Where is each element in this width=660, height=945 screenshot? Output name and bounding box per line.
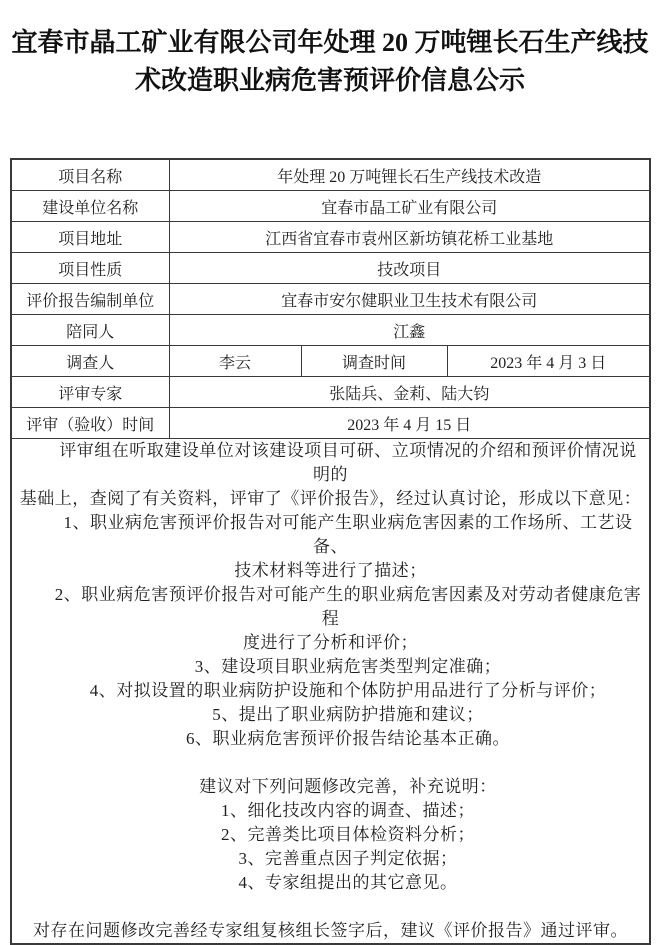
field-value: 技改项目 — [169, 253, 650, 284]
opinion-line: 3、建设项目职业病危害类型判定准确； — [159, 657, 502, 676]
opinion-line: 1、职业病危害预评价报告对可能产生职业病危害因素的工作场所、工艺设备、 — [28, 513, 633, 556]
table-row — [11, 159, 650, 191]
opinion-line: 技术材料等进行了描述； — [234, 561, 427, 580]
opinion-row — [11, 439, 650, 945]
field-value: 年处理 20 万吨锂长石生产线技术改造 — [169, 159, 650, 191]
field-value: 江鑫 — [169, 315, 650, 346]
opinion-line: 1、细化技改内容的调查、描述； — [186, 801, 475, 820]
info-table-body — [11, 159, 650, 439]
field-label: 项目名称 — [11, 159, 169, 191]
table-row — [11, 315, 650, 346]
field-label: 项目地址 — [11, 222, 169, 253]
table-row — [11, 346, 650, 377]
opinion-line — [16, 751, 645, 775]
opinion-line: 对存在问题修改完善经专家组复核组长签字后，建议《评价报告》通过评审。 — [33, 921, 628, 940]
opinion-line: 4、专家组提出的其它意见。 — [203, 873, 458, 892]
field-label: 调查人 — [11, 346, 169, 377]
opinion-line: 2、完善类比项目体检资料分析； — [186, 825, 475, 844]
field-label: 项目性质 — [11, 253, 169, 284]
page-title-line2: 术改造职业病危害预评价信息公示 — [134, 66, 525, 95]
opinion-line: 度进行了分析和评价； — [243, 633, 418, 652]
field-label: 建设单位名称 — [11, 191, 169, 222]
table-row — [11, 408, 650, 439]
field-label: 评审专家 — [11, 377, 169, 408]
opinion-line: 3、完善重点因子判定依据； — [203, 849, 458, 868]
field-value: 李云 — [169, 346, 301, 377]
field-value: 宜春市安尔健职业卫生技术有限公司 — [169, 284, 650, 315]
field-value: 张陆兵、金莉、陆大钧 — [169, 377, 650, 408]
opinion-line: 评审组在听取建设单位对该建设项目可研、立项情况的介绍和预评价情况说明的 — [24, 441, 637, 484]
opinion-line: 基础上，查阅了有关资料，评审了《评价报告》，经过认真讨论，形成以下意见： — [19, 489, 642, 508]
field-value: 江西省宜春市袁州区新坊镇花桥工业基地 — [169, 222, 650, 253]
field-label: 陪同人 — [11, 315, 169, 346]
field-label: 调查时间 — [301, 346, 447, 377]
table-row — [11, 222, 650, 253]
table-row — [11, 191, 650, 222]
opinion-line: 5、提出了职业病防护措施和建议； — [177, 705, 484, 724]
document-page — [0, 24, 660, 940]
opinion-line: 4、对拟设置的职业病防护设施和个体防护用品进行了分析与评价； — [54, 681, 607, 700]
table-row — [11, 377, 650, 408]
opinion-line — [16, 895, 645, 919]
table-row — [11, 253, 650, 284]
field-value: 2023 年 4 月 15 日 — [169, 408, 650, 439]
field-value: 2023 年 4 月 3 日 — [447, 346, 650, 377]
opinion-table-body — [11, 439, 650, 945]
page-title — [8, 24, 652, 100]
opinion-line: 建议对下列问题修改完善，补充说明： — [164, 777, 497, 796]
opinion-line: 2、职业病危害预评价报告对可能产生的职业病危害因素及对劳动者健康危害程 — [19, 585, 642, 628]
field-label: 评价报告编制单位 — [11, 284, 169, 315]
field-label: 评审（验收）时间 — [11, 408, 169, 439]
opinion-cell — [11, 439, 650, 945]
page-title-line1: 宜春市晶工矿业有限公司年处理 20 万吨锂长石生产线技 — [11, 28, 649, 57]
info-table — [10, 158, 651, 945]
opinion-line: 6、职业病危害预评价报告结论基本正确。 — [151, 729, 510, 748]
field-value: 宜春市晶工矿业有限公司 — [169, 191, 650, 222]
table-row — [11, 284, 650, 315]
